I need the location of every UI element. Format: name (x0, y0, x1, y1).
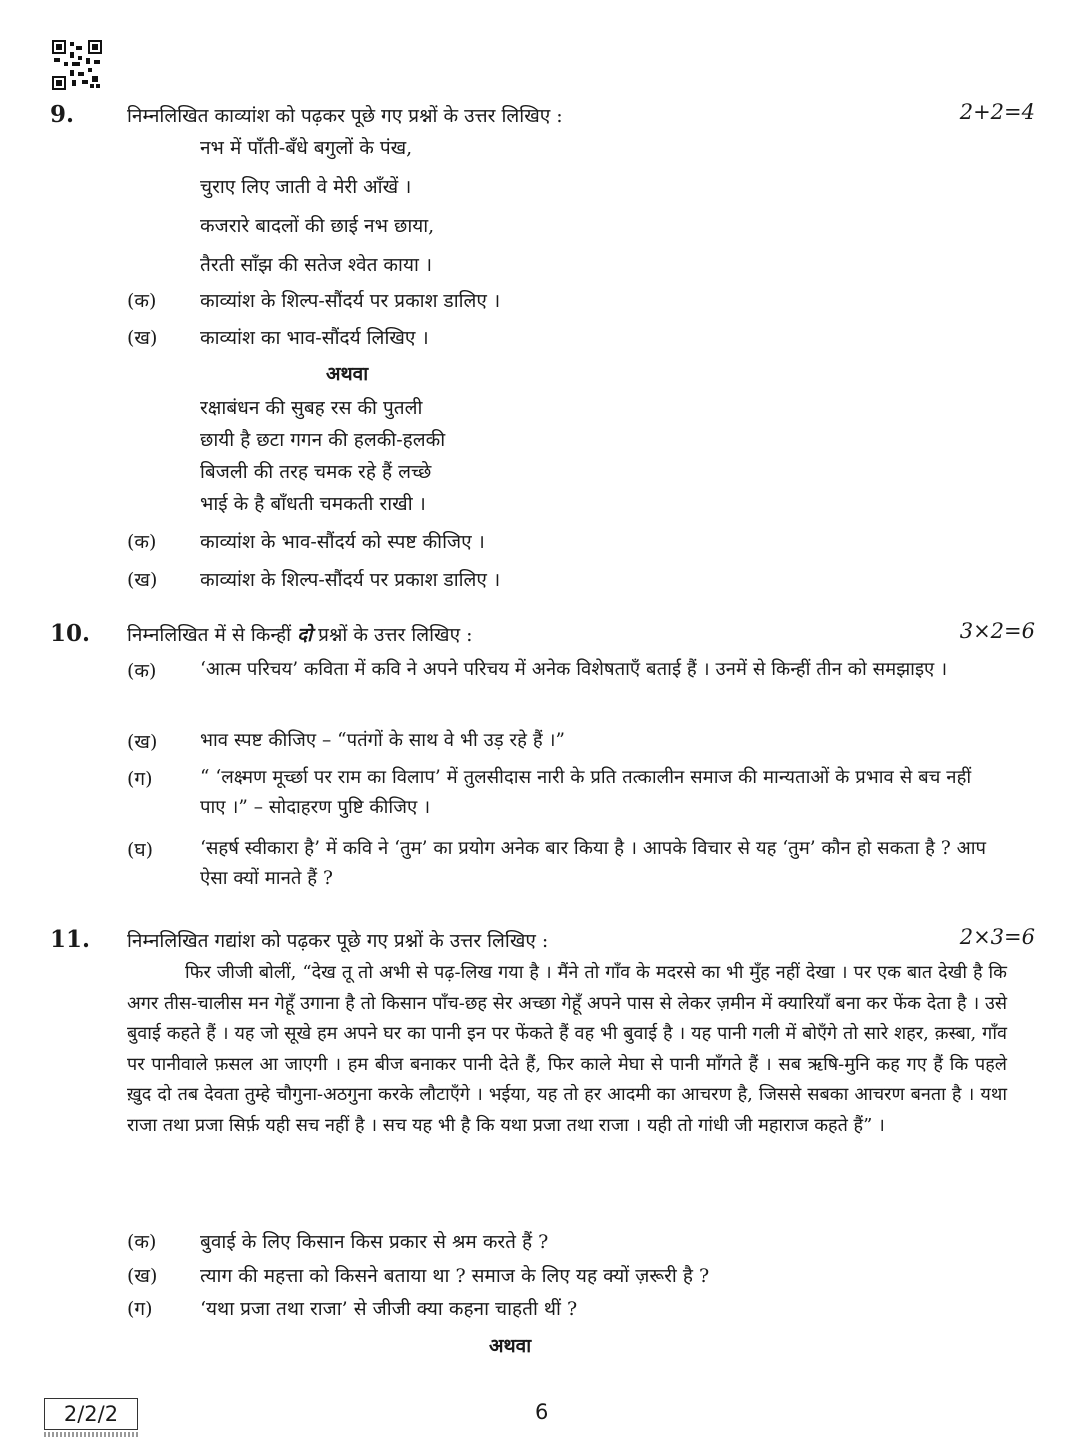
q9-d-label: (ख) (127, 569, 158, 591)
q10-b-text: भाव स्पष्ट कीजिए – “पतंगों के साथ वे भी उड़ रहे हैं ।” (200, 730, 566, 751)
q10-instruction-emphasis: दो (297, 624, 313, 646)
barcode-strip (44, 1432, 139, 1437)
q9-b-label: (ख) (127, 327, 158, 349)
q9-or-heading: अथवा (326, 363, 369, 385)
stanza-line: रक्षाबंधन की सुबह रस की पुतली (200, 397, 423, 419)
q11-a-label: (क) (127, 1231, 157, 1253)
stanza-line: बिजली की तरह चमक रहे हैं लच्छे (200, 461, 432, 483)
q9-a-text: काव्यांश के शिल्प-सौंदर्य पर प्रकाश डालिए । (200, 290, 501, 312)
stanza-line: तैरती साँझ की सतेज श्वेत काया । (200, 254, 433, 276)
q11-a-text: बुवाई के लिए किसान किस प्रकार से श्रम करते हैं ? (200, 1231, 549, 1253)
q9-c-label: (क) (127, 531, 157, 553)
q10-marks: 3×2=6 (959, 619, 1035, 643)
stanza-line: कजरारे बादलों की छाई नभ छाया, (200, 215, 435, 237)
q10-instruction-pre: निम्नलिखित में से किन्हीं (127, 624, 298, 646)
stanza-line: चुराए लिए जाती वे मेरी आँखें । (200, 176, 412, 198)
question-number-10: 10. (50, 620, 91, 647)
q9-a-label: (क) (127, 290, 157, 312)
q9-stanza-1 (200, 132, 434, 288)
q11-b-text: त्याग की महत्ता को किसने बताया था ? समाज के लिए यह क्यों ज़रूरी है ? (200, 1265, 710, 1287)
q9-marks: 2+2=4 (959, 100, 1035, 124)
q10-a-text: ‘आत्म परिचय’ कविता में कवि ने अपने परिचय में अनेक विशेषताएँ बताई हैं । उनमें से किन्हीं तीन को समझाइए । (200, 659, 948, 680)
q11-instruction: निम्नलिखित गद्यांश को पढ़कर पूछे गए प्रश्नों के उत्तर लिखिए : (127, 930, 549, 952)
page-number: 6 (535, 1400, 549, 1424)
q11-b-label: (ख) (127, 1265, 158, 1287)
q10-instruction-post: प्रश्नों के उत्तर लिखिए : (312, 624, 473, 646)
stanza-line: भाई के है बाँधती चमकती राखी । (200, 493, 426, 515)
q10-b-label: (ख) (127, 731, 158, 753)
q10-a-label: (क) (127, 660, 157, 682)
q10-c-text: “ ‘लक्ष्मण मूर्च्छा पर राम का विलाप’ में तुलसीदास नारी के प्रति तत्कालीन समाज की मान्यताओं के प्रभाव से बच नहीं पाए ।” – सोदाहरण पुष्टि कीजिए । (200, 767, 972, 818)
q9-d-text: काव्यांश के शिल्प-सौंदर्य पर प्रकाश डालिए । (200, 569, 501, 591)
q9-instruction: निम्नलिखित काव्यांश को पढ़कर पूछे गए प्रश्नों के उत्तर लिखिए : (127, 105, 563, 127)
q9-stanza-2 (200, 392, 445, 520)
q9-b-text: काव्यांश का भाव-सौंदर्य लिखिए । (200, 327, 429, 349)
passage-text: फिर जीजी बोलीं, “देख तू तो अभी से पढ़-लिख गया है । मैंने तो गाँव के मदरसे का भी मुँह नहीं देखा । पर एक बात देखी है कि अगर तीस-चालीस मन गेहूँ उगाना है तो किसान पाँच-छह सेर अच्छा गेहूँ अपने पास से लेकर ज़मीन में क्यारियाँ बना कर फेंक देता है । उसे बुवाई कहते हैं । यह जो सूखे हम अपने घर का पानी इन पर फेंकते हैं वह भी बुवाई है । यह पानी गली में बोएँगे तो सारे शहर, क़स्बा, गाँव पर पानीवाले फ़सल आ जाएगी । हम बीज बनाकर पानी देते हैं, फिर काले मेघा से पानी माँगते हैं । सब ऋषि-मुनि कह गए हैं कि पहले ख़ुद दो तब देवता तुम्हे चौगुना-अठगुना करके लौटाएँगे । भईया, यह तो हर आदमी का आचरण है, जिससे सबका आचरण बनता है । यथा राजा तथा प्रजा सिर्फ़ यही सच नहीं है । सच यह भी है कि यथा प्रजा तथा राजा । यही तो गांधी जी महाराज कहते हैं” । (127, 962, 1007, 1136)
paper-code-box: 2/2/2 (44, 1398, 138, 1430)
qr-code-icon (52, 40, 102, 90)
q11-or-heading: अथवा (489, 1335, 532, 1357)
question-number-11: 11. (50, 926, 91, 953)
question-number-9: 9. (50, 101, 75, 128)
q9-c-text: काव्यांश के भाव-सौंदर्य को स्पष्ट कीजिए । (200, 531, 485, 553)
q11-c-label: (ग) (127, 1298, 153, 1320)
q11-c-text: ‘यथा प्रजा तथा राजा’ से जीजी क्या कहना चाहती थीं ? (200, 1298, 578, 1320)
q10-d-text: ‘सहर्ष स्वीकारा है’ में कवि ने ‘तुम’ का प्रयोग अनेक बार किया है । आपके विचार से यह ‘तुम’ कौन हो सकता है ? आप ऐसा क्यों मानते हैं ? (200, 838, 987, 889)
q10-d-label: (घ) (127, 839, 154, 861)
q10-instruction (127, 621, 473, 647)
q10-c-label: (ग) (127, 768, 153, 790)
stanza-line: छायी है छटा गगन की हलकी-हलकी (200, 429, 446, 451)
q11-passage (127, 958, 1007, 1141)
stanza-line: नभ में पाँती-बँधे बगुलों के पंख, (200, 137, 413, 159)
q11-marks: 2×3=6 (959, 925, 1035, 949)
